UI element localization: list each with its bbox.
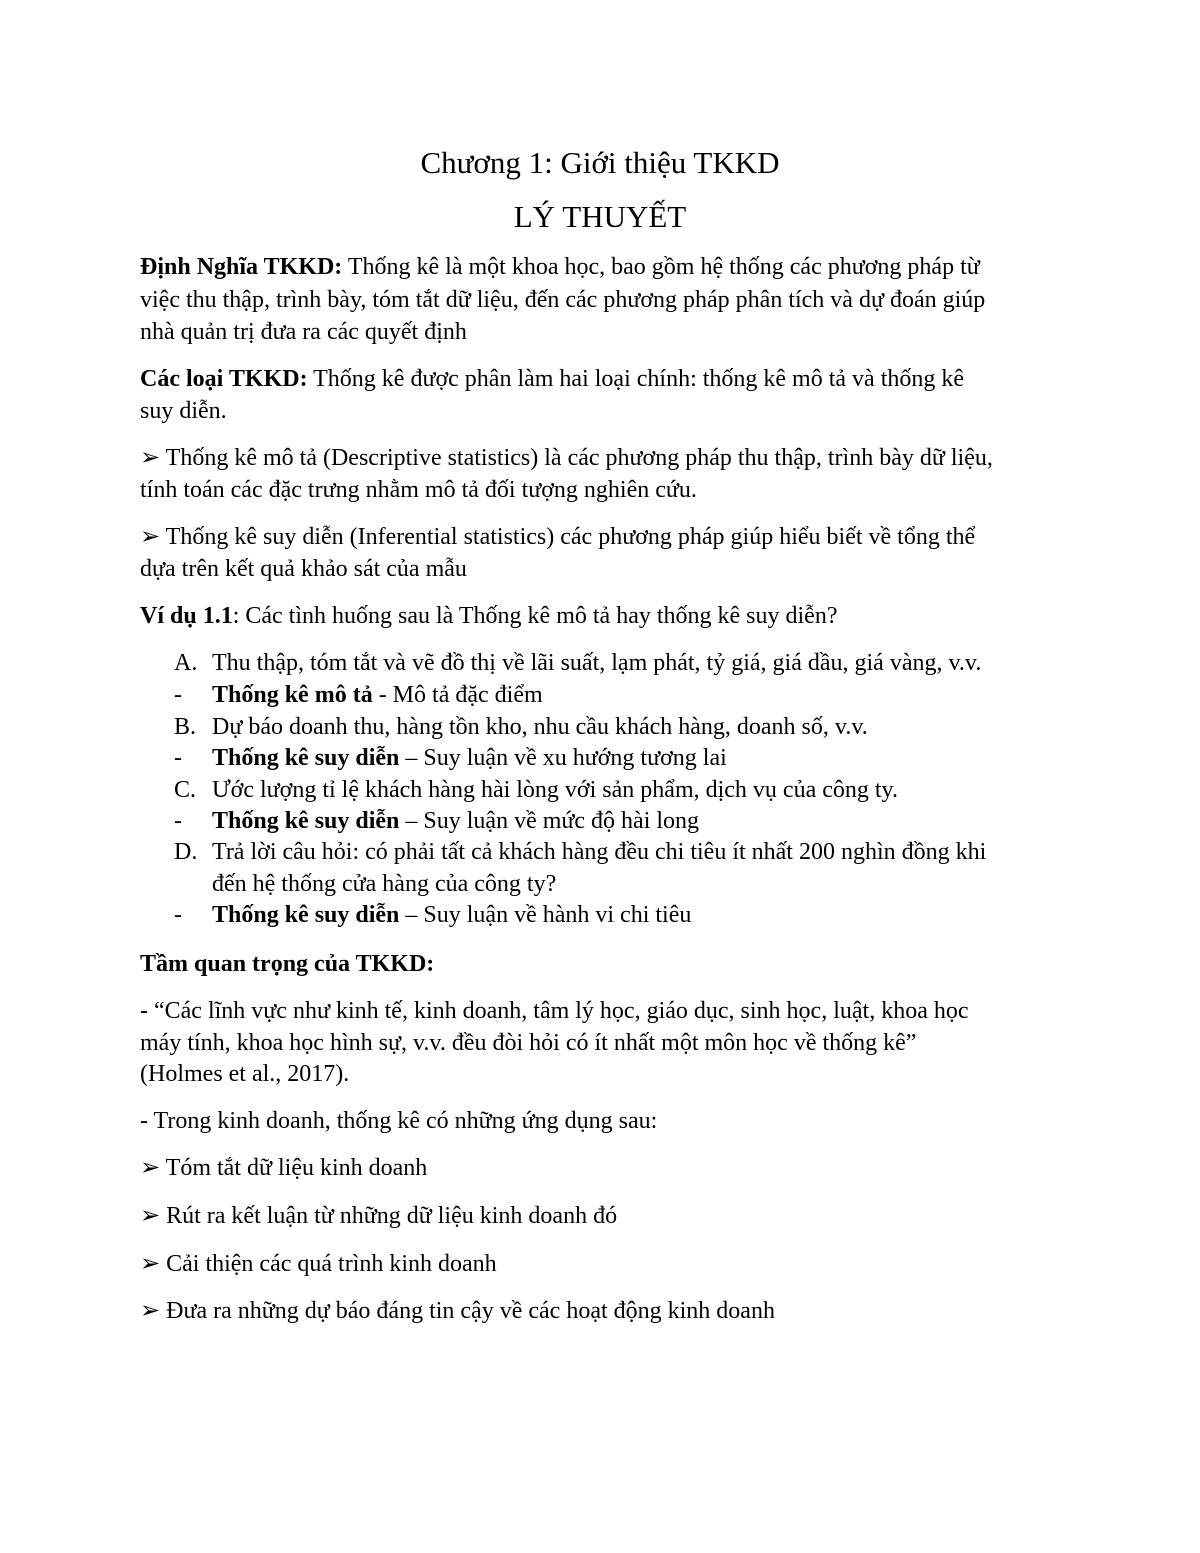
descriptive-line-2: tính toán các đặc trưng nhằm mô tả đối tượng nghiên cứu. bbox=[140, 477, 697, 503]
answer-label: Thống kê suy diễn bbox=[212, 745, 400, 771]
definition-line-2: việc thu thập, trình bày, tóm tắt dữ liệu, đến các phương pháp phân tích và dự đoán giúp bbox=[140, 287, 986, 313]
quote-line-1: - “Các lĩnh vực như kinh tế, kinh doanh, tâm lý học, giáo dục, sinh học, luật, khoa học bbox=[140, 998, 969, 1024]
importance-heading: Tầm quan trọng của TKKD: bbox=[140, 951, 435, 977]
inferential-line-1: ➢ Thống kê suy diễn (Inferential statistics) các phương pháp giúp hiểu biết về tổng thể bbox=[140, 524, 976, 550]
list-item: Thu thập, tóm tắt và vẽ đồ thị về lãi suất, lạm phát, tỷ giá, giá dầu, giá vàng, v.v. bbox=[212, 650, 982, 676]
quote-line-2: máy tính, khoa học hình sự, v.v. đều đòi hỏi có ít nhất một môn học về thống kê” bbox=[140, 1030, 917, 1056]
list-marker: - bbox=[174, 745, 182, 771]
types-text-1: Thống kê được phân làm hai loại chính: thống kê mô tả và thống kê bbox=[307, 366, 965, 392]
list-marker: B. bbox=[174, 714, 197, 740]
descriptive-line-1: ➢ Thống kê mô tả (Descriptive statistics) là các phương pháp thu thập, trình bày dữ liệu, bbox=[140, 445, 993, 471]
types-line-1 bbox=[140, 367, 964, 391]
answer-label: Thống kê suy diễn bbox=[212, 902, 400, 928]
list-item bbox=[212, 809, 699, 833]
definition-label: Định Nghĩa TKKD: bbox=[140, 254, 343, 280]
list-marker: C. bbox=[174, 777, 197, 803]
section-title: LÝ THUYẾT bbox=[513, 199, 687, 234]
application-item: ➢ Đưa ra những dự báo đáng tin cậy về các hoạt động kinh doanh bbox=[140, 1298, 775, 1324]
list-item bbox=[212, 683, 543, 707]
answer-text: – Suy luận về mức độ hài long bbox=[399, 808, 700, 834]
types-label: Các loại TKKD: bbox=[140, 366, 308, 392]
definition-line-1 bbox=[140, 255, 980, 279]
answer-text: – Suy luận về hành vi chi tiêu bbox=[399, 902, 692, 928]
application-item: ➢ Tóm tắt dữ liệu kinh doanh bbox=[140, 1155, 428, 1181]
list-item: Trả lời câu hỏi: có phải tất cả khách hàng đều chi tiêu ít nhất 200 nghìn đồng khi bbox=[212, 839, 987, 865]
answer-label: Thống kê suy diễn bbox=[212, 808, 400, 834]
definition-text-1: Thống kê là một khoa học, bao gồm hệ thống các phương pháp từ bbox=[342, 254, 980, 280]
list-item bbox=[212, 903, 691, 927]
example-label: Ví dụ 1.1 bbox=[140, 603, 233, 629]
list-item bbox=[212, 746, 727, 770]
answer-text: – Suy luận về xu hướng tương lai bbox=[399, 745, 727, 771]
types-line-2: suy diễn. bbox=[140, 398, 227, 424]
example-heading bbox=[140, 604, 837, 628]
inferential-line-2: dựa trên kết quả khảo sát của mẫu bbox=[140, 556, 467, 582]
list-marker: - bbox=[174, 808, 182, 834]
answer-label: Thống kê mô tả bbox=[212, 682, 373, 708]
list-marker: - bbox=[174, 902, 182, 928]
quote-line-3: (Holmes et al., 2017). bbox=[140, 1061, 350, 1087]
application-item: ➢ Rút ra kết luận từ những dữ liệu kinh doanh đó bbox=[140, 1203, 618, 1229]
list-marker: D. bbox=[174, 839, 198, 865]
chapter-title: Chương 1: Giới thiệu TKKD bbox=[420, 145, 780, 180]
application-item: ➢ Cải thiện các quá trình kinh doanh bbox=[140, 1251, 497, 1277]
list-item: Dự báo doanh thu, hàng tồn kho, nhu cầu khách hàng, doanh số, v.v. bbox=[212, 714, 868, 740]
list-marker: A. bbox=[174, 650, 198, 676]
list-item-continuation: đến hệ thống cửa hàng của công ty? bbox=[212, 871, 557, 897]
example-question: : Các tình huống sau là Thống kê mô tả hay thống kê suy diễn? bbox=[232, 603, 838, 629]
answer-text: - Mô tả đặc điểm bbox=[372, 682, 543, 708]
list-item: Ước lượng tỉ lệ khách hàng hài lòng với sản phẩm, dịch vụ của công ty. bbox=[212, 777, 898, 803]
business-intro: - Trong kinh doanh, thống kê có những ứng dụng sau: bbox=[140, 1108, 658, 1134]
list-marker: - bbox=[174, 682, 182, 708]
definition-line-3: nhà quản trị đưa ra các quyết định bbox=[140, 319, 467, 345]
